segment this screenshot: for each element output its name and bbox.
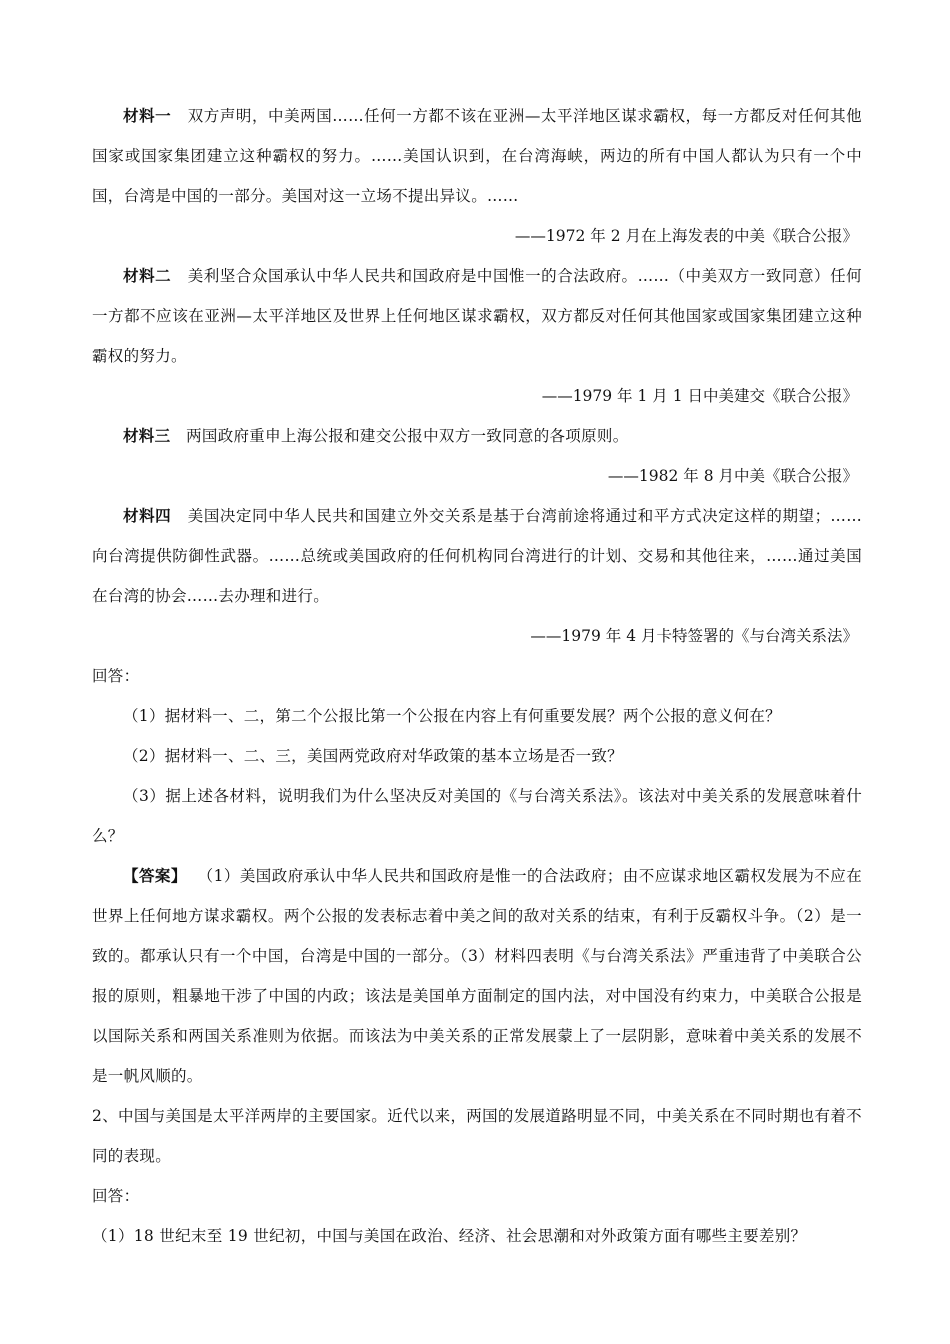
document-page [92, 96, 862, 1256]
material-3-paragraph [92, 416, 862, 456]
material-3-text: 两国政府重申上海公报和建交公报中双方一致同意的各项原则。 [186, 427, 629, 445]
question-1: （1）据材料一、二，第二个公报比第一个公报在内容上有何重要发展？两个公报的意义何在？ [123, 707, 781, 725]
answer-text: （1）美国政府承认中华人民共和国政府是惟一的合法政府；由不应谋求地区霸权发展为不应在世界上任何地方谋求霸权。两个公报的发表标志着中美之间的敌对关系的结束，有利于反霸权斗争。（2）是一致的。都承认只有一个中国，台湾是中国的一部分。（3）材料四表明《与台湾关系法》严重违背了中美联合公报的原则，粗暴地干涉了中国的内政；该法是美国单方面制定的国内法，对中国没有约束力，中美联合公报是以国际关系和两国关系准则为依据。而该法为中美关系的正常发展蒙上了一层阴影，意味着中美关系的发展不是一帆风顺的。 [92, 867, 862, 1085]
material-2-source: ——1979 年 1 月 1 日中美建交《联合公报》 [541, 387, 858, 405]
answer-prompt: 回答： [92, 667, 140, 685]
material-2-paragraph [92, 256, 862, 376]
material-3-label: 材料三 [123, 426, 171, 445]
material-4-paragraph [92, 496, 862, 616]
material-4-label: 材料四 [123, 506, 172, 525]
answer-paragraph [92, 856, 862, 1096]
question-3: （3）据上述各材料，说明我们为什么坚决反对美国的《与台湾关系法》。该法对中美关系的发展意味着什么？ [92, 787, 862, 845]
question-2-sub-1: （1）18 世纪末至 19 世纪初，中国与美国在政治、经济、社会思潮和对外政策方面有哪些主要差别？ [92, 1227, 807, 1245]
material-2-text: 美利坚合众国承认中华人民共和国政府是中国惟一的合法政府。……（中美双方一致同意）任何一方都不应该在亚洲—太平洋地区及世界上任何地区谋求霸权，双方都反对任何其他国家或国家集团建立这种霸权的努力。 [92, 267, 862, 365]
question-2-stem: 2、中国与美国是太平洋两岸的主要国家。近代以来，两国的发展道路明显不同，中美关系在不同时期也有着不同的表现。 [92, 1107, 862, 1165]
material-1-label: 材料一 [123, 106, 172, 125]
material-2-label: 材料二 [123, 266, 172, 285]
material-3-source: ——1982 年 8 月中美《联合公报》 [607, 467, 858, 485]
question-2-prompt: 回答： [92, 1187, 140, 1205]
material-4-source: ——1979 年 4 月卡特签署的《与台湾关系法》 [530, 627, 858, 645]
material-1-text: 双方声明，中美两国……任何一方都不该在亚洲—太平洋地区谋求霸权，每一方都反对任何其他国家或国家集团建立这种霸权的努力。……美国认识到，在台湾海峡，两边的所有中国人都认为只有一个中国，台湾是中国的一部分。美国对这一立场不提出异议。…… [92, 107, 862, 205]
question-2: （2）据材料一、二、三，美国两党政府对华政策的基本立场是否一致？ [123, 747, 623, 765]
answer-label: 【答案】 [123, 866, 187, 885]
material-4-text: 美国决定同中华人民共和国建立外交关系是基于台湾前途将通过和平方式决定这样的期望；……向台湾提供防御性武器。……总统或美国政府的任何机构同台湾进行的计划、交易和其他往来，……通过美国在台湾的协会……去办理和进行。 [92, 507, 863, 605]
material-1-paragraph [92, 96, 862, 216]
material-1-source: ——1972 年 2 月在上海发表的中美《联合公报》 [514, 227, 858, 245]
